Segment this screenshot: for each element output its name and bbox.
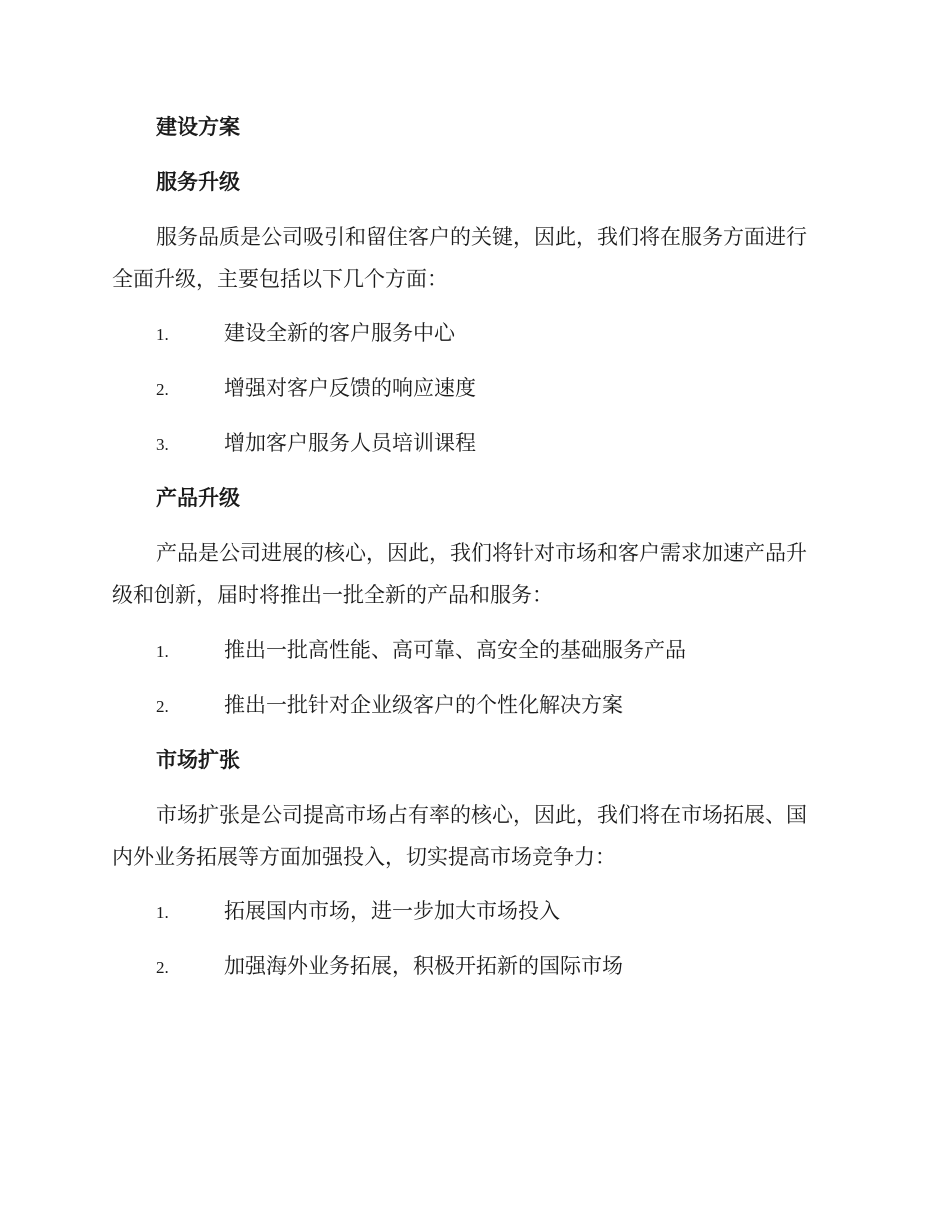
list-item-text: 拓展国内市场，进一步加大市场投入 <box>224 899 560 923</box>
list-item-text: 推出一批针对企业级客户的个性化解决方案 <box>224 693 623 717</box>
list-item-number: 2. <box>156 697 169 716</box>
paragraph-line: 产品是公司进展的核心，因此，我们将针对市场和客户需求加速产品升 <box>156 541 807 565</box>
paragraph-line: 级和创新，届时将推出一批全新的产品和服务： <box>112 583 553 607</box>
section-heading-market-expansion: 市场扩张 <box>156 748 240 772</box>
paragraph-line: 全面升级，主要包括以下几个方面： <box>112 267 448 291</box>
list-item-number: 1. <box>156 325 169 344</box>
list-item-text: 加强海外业务拓展，积极开拓新的国际市场 <box>224 954 623 978</box>
list-item-text: 增加客户服务人员培训课程 <box>224 431 476 455</box>
list-item-number: 1. <box>156 903 169 922</box>
paragraph-line: 服务品质是公司吸引和留住客户的关键，因此，我们将在服务方面进行 <box>156 225 807 249</box>
section-heading-product-upgrade: 产品升级 <box>156 486 240 510</box>
document-title: 建设方案 <box>156 115 240 139</box>
paragraph-line: 市场扩张是公司提高市场占有率的核心，因此，我们将在市场拓展、国 <box>156 803 807 827</box>
list-item-number: 1. <box>156 642 169 661</box>
list-item-number: 3. <box>156 435 169 454</box>
list-item-text: 推出一批高性能、高可靠、高安全的基础服务产品 <box>224 638 686 662</box>
section-heading-service-upgrade: 服务升级 <box>156 170 240 194</box>
list-item-text: 增强对客户反馈的响应速度 <box>224 376 476 400</box>
list-item-number: 2. <box>156 958 169 977</box>
paragraph-line: 内外业务拓展等方面加强投入，切实提高市场竞争力： <box>112 845 616 869</box>
list-item-text: 建设全新的客户服务中心 <box>224 321 455 345</box>
list-item-number: 2. <box>156 380 169 399</box>
